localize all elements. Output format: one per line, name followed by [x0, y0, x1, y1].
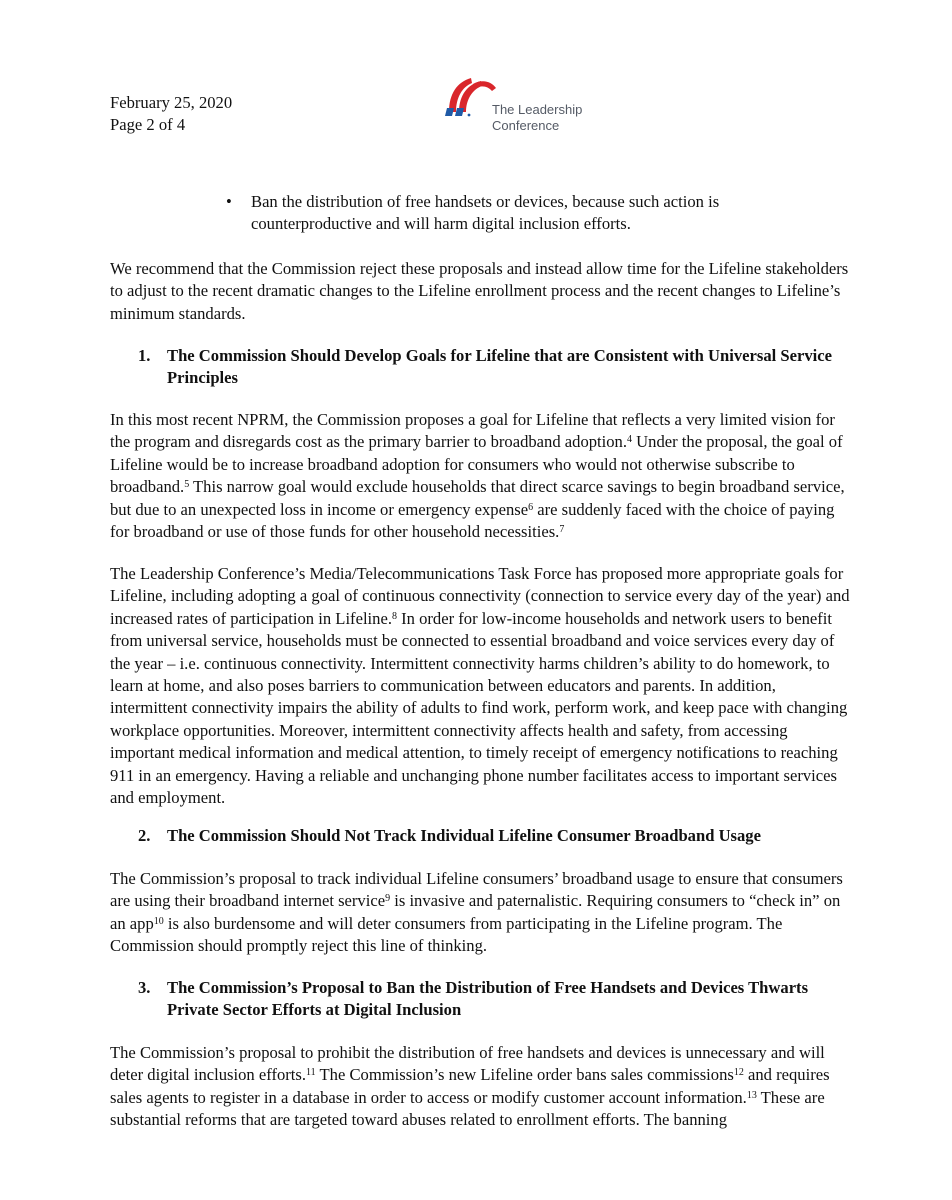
footnote-ref: 7: [559, 524, 565, 536]
footnote-ref: 9: [385, 893, 391, 905]
text-run: is also burdensome and will deter consumers from participating in the Lifeline program. The Commission should promptly reject this line of thinking.: [110, 913, 783, 956]
text-run: The Commission’s new Lifeline order bans sales commissions: [315, 1065, 734, 1085]
section-1-title: The Commission Should Develop Goals for Lifeline that are Consistent with Universal Service Principles: [167, 346, 832, 388]
text-run: and requires sales agents to register in a database in order to access or modify customer account information.: [110, 1065, 830, 1107]
footnote-ref: 6: [528, 501, 534, 513]
text-run: are suddenly faced with the choice of paying for broadband or use of those funds for other household necessities.: [110, 499, 835, 542]
text-run: This narrow goal would exclude households that direct scarce savings to begin broadband service, but due to an unexpected loss in income or emergency expense: [110, 477, 845, 519]
section-3-number: 3.: [138, 978, 151, 997]
footnote-ref: 13: [746, 1089, 757, 1101]
section-3-paragraph-1: [110, 1042, 850, 1132]
section-1-number: 1.: [138, 346, 151, 365]
text-run: is invasive and paternalistic. Requiring consumers to “check in” on an app: [110, 891, 841, 933]
logo-line-1: The Leadership: [492, 102, 583, 117]
section-1-paragraph-2: [110, 563, 850, 809]
logo-wordmark: [492, 102, 582, 134]
text-run: The Leadership Conference’s Media/Telecommunications Task Force has proposed more appropriate goals for Lifeline, including adopting a goal of continuous connectivity (connection to service every day of the year) and increased rates of participation in Lifeline.: [110, 564, 850, 628]
bullet-marker: •: [226, 192, 232, 211]
footnote-ref: 4: [627, 434, 633, 446]
text-run: These are substantial reforms that are targeted toward abuses related to enrollment efforts. The banning: [110, 1087, 825, 1130]
footnote-ref: 11: [306, 1067, 316, 1079]
text-run: The Commission’s proposal to prohibit the distribution of free handsets and devices is unnecessary and will deter digital inclusion efforts.: [110, 1043, 825, 1085]
section-2-number: 2.: [138, 826, 151, 845]
text-run: In this most recent NPRM, the Commission proposes a goal for Lifeline that reflects a very limited vision for the program and disregards cost as the primary barrier to broadband adoption.: [110, 410, 835, 452]
footnote-ref: 12: [733, 1067, 744, 1079]
text-run: Under the proposal, the goal of Lifeline would be to increase broadband adoption for consumers who would not otherwise subscribe to broadband.: [110, 432, 843, 497]
logo-line-2: Conference: [492, 118, 560, 133]
footnote-ref: 10: [153, 915, 164, 927]
intro-paragraph: We recommend that the Commission reject these proposals and instead allow time for the Lifeline stakeholders to adjust to the recent dramatic changes to the Lifeline enrollment process and the recent changes to Lifeline’s minimum standards.: [110, 259, 849, 323]
section-2-paragraph-1: [110, 868, 850, 958]
footnote-ref: 8: [391, 610, 397, 622]
text-run: The Commission’s proposal to track individual Lifeline consumers’ broadband usage to ensure that consumers are using their broadband internet service: [110, 869, 843, 911]
letter-date: February 25, 2020: [110, 93, 233, 112]
section-2-title: The Commission Should Not Track Individual Lifeline Consumer Broadband Usage: [167, 826, 761, 845]
footnote-ref: 5: [184, 479, 190, 491]
bullet-text: Ban the distribution of free handsets or devices, because such action is counterproductive and will harm digital inclusion efforts.: [251, 192, 720, 234]
section-3-title: The Commission’s Proposal to Ban the Distribution of Free Handsets and Devices Thwarts Private Sector Efforts at Digital Inclusion: [167, 978, 809, 1020]
section-1-paragraph-1: [110, 409, 850, 543]
text-run: In order for low-income households and network users to benefit from universal service, households must be connected to essential broadband and voice services every day of the year – i.e. continuous connectivity. Intermittent connectivity harms children’s ability to do homework, to learn at home, and also poses barriers to communication between educators and parents. In addition, intermittent connectivity impairs the ability of adults to find work, perform work, and keep pace with changing workplace opportunities. Moreover, intermittent connectivity affects health and safety, from accessing important medical information and medical attention, to timely receipt of emergency notifications to reaching 911 in an emergency. Having a reliable and unchanging phone number facilitates access to important services and employment.: [110, 608, 848, 808]
leadership-conference-logo: [444, 74, 604, 138]
page-number: Page 2 of 4: [110, 115, 186, 134]
